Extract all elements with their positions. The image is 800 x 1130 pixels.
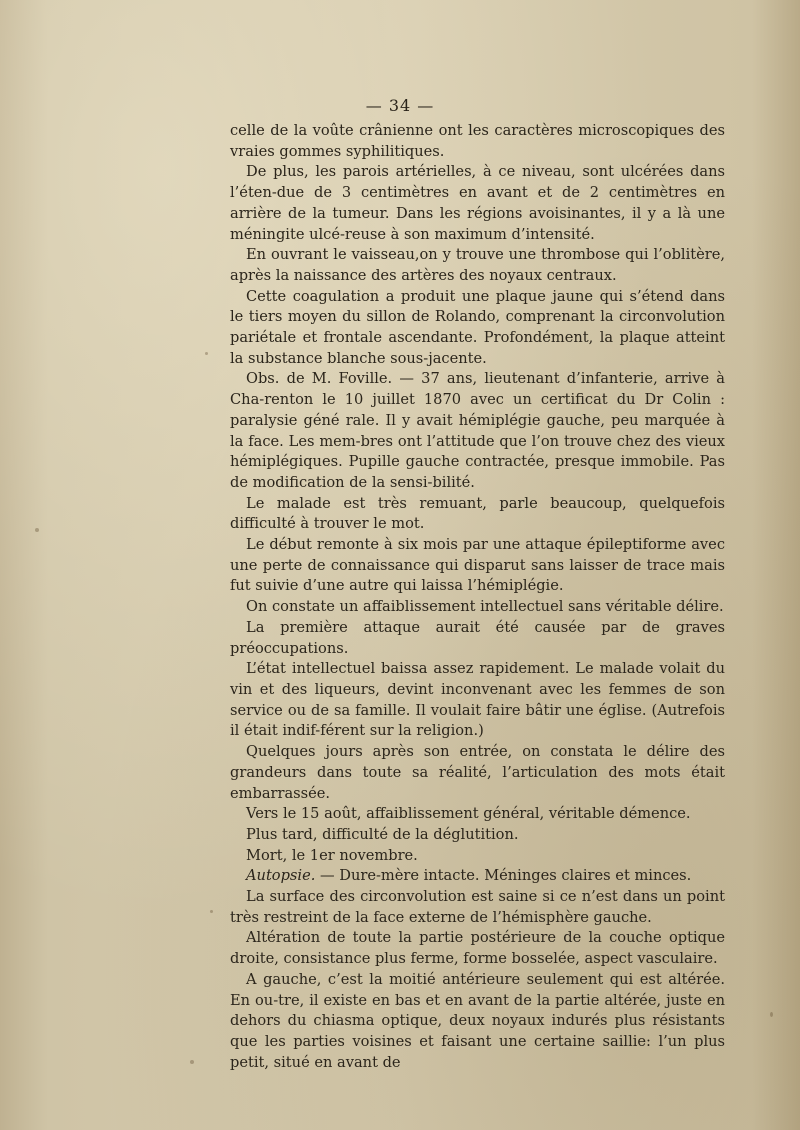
paragraph: On constate un affaiblissement intellectuel sans véritable délire. xyxy=(246,598,724,616)
autopsy-paragraph xyxy=(230,866,725,887)
paragraph: Quelques jours après son entrée, on constata le délire des grandeurs dans toute sa réalité, l’articulation des mots était embarrassée. xyxy=(230,743,725,802)
paper-speck xyxy=(35,528,39,532)
paragraph: L’état intellectuel baissa assez rapidement. Le malade volait du vin et des liqueurs, devint inconvenant avec les femmes de son service ou de sa famille. Il voulait faire bâtir une église. (Autrefois il était indif-férent sur la religion.) xyxy=(230,660,725,740)
paper-speck xyxy=(210,910,213,913)
paragraph: De plus, les parois artérielles, à ce niveau, sont ulcérées dans l’éten-due de 3 centimètres en avant et de 2 centimètres en arrière de la tumeur. Dans les régions avoisinantes, il y a là une méningite ulcé-reuse à son maximum d’intensité. xyxy=(230,163,725,243)
page-number: — 34 — xyxy=(365,96,435,115)
autopsy-text: — Dure-mère intacte. Méninges claires et minces. xyxy=(315,867,692,885)
paragraph: La première attaque aurait été causée par de graves préoccupations. xyxy=(230,618,725,657)
paragraph: Altération de toute la partie postérieure de la couche optique droite, consistance plus ferme, forme bosselée, aspect vasculaire. xyxy=(230,929,725,968)
body-text xyxy=(230,121,725,1073)
paragraph: Le début remonte à six mois par une attaque épileptiforme avec une perte de connaissance qui disparut sans laisser de trace mais fut suivie d’une autre qui laissa l’hémiplégie. xyxy=(230,536,725,595)
paper-speck xyxy=(190,1060,194,1064)
paragraph: Le malade est très remuant, parle beaucoup, quelquefois difficulté à trouver le mot. xyxy=(230,494,725,533)
paper-speck xyxy=(770,1012,773,1017)
paragraph: En ouvrant le vaisseau,on y trouve une thrombose qui l’oblitère, après la naissance des artères des noyaux centraux. xyxy=(230,246,725,284)
paragraph: A gauche, c’est la moitié antérieure seulement qui est altérée. En ou-tre, il existe en bas et en avant de la partie altérée, juste en dehors du chiasma optique, deux noyaux indurés plus résistants que les parties voisines et faisant une certaine saillie: l’un plus petit, situé en avant de xyxy=(230,970,725,1071)
paper-speck xyxy=(205,352,208,355)
paragraph: La surface des circonvolution est saine si ce n’est dans un point très restreint de la face externe de l’hémisphère gauche. xyxy=(230,888,725,926)
paragraph: Mort, le 1er novembre. xyxy=(246,846,418,864)
paragraph: celle de la voûte crânienne ont les caractères microscopiques des vraies gommes syphilitiques. xyxy=(230,122,725,160)
paragraph: Vers le 15 août, affaiblissement général, véritable démence. xyxy=(246,805,691,823)
paragraph: Cette coagulation a produit une plaque jaune qui s’étend dans le tiers moyen du sillon de Rolando, comprenant la circonvolution pariétale et frontale ascendante. Profondément, la plaque atteint la substance blanche sous-jacente. xyxy=(230,287,725,367)
paragraph: Plus tard, difficulté de la déglutition. xyxy=(246,825,519,843)
paragraph: Obs. de M. Foville. — 37 ans, lieutenant d’infanterie, arrive à Cha-renton le 10 juillet 1870 avec un certificat du Dr Colin : paralysie géné rale. Il y avait hémiplégie gauche, peu marquée à la face. Les mem-bres ont l’attitude que l’on trouve chez des vieux hémiplégiques. Pupille gauche contractée, presque immobile. Pas de modification de la sensi-bilité. xyxy=(230,370,725,491)
autopsy-label: Autopsie. xyxy=(246,867,316,885)
